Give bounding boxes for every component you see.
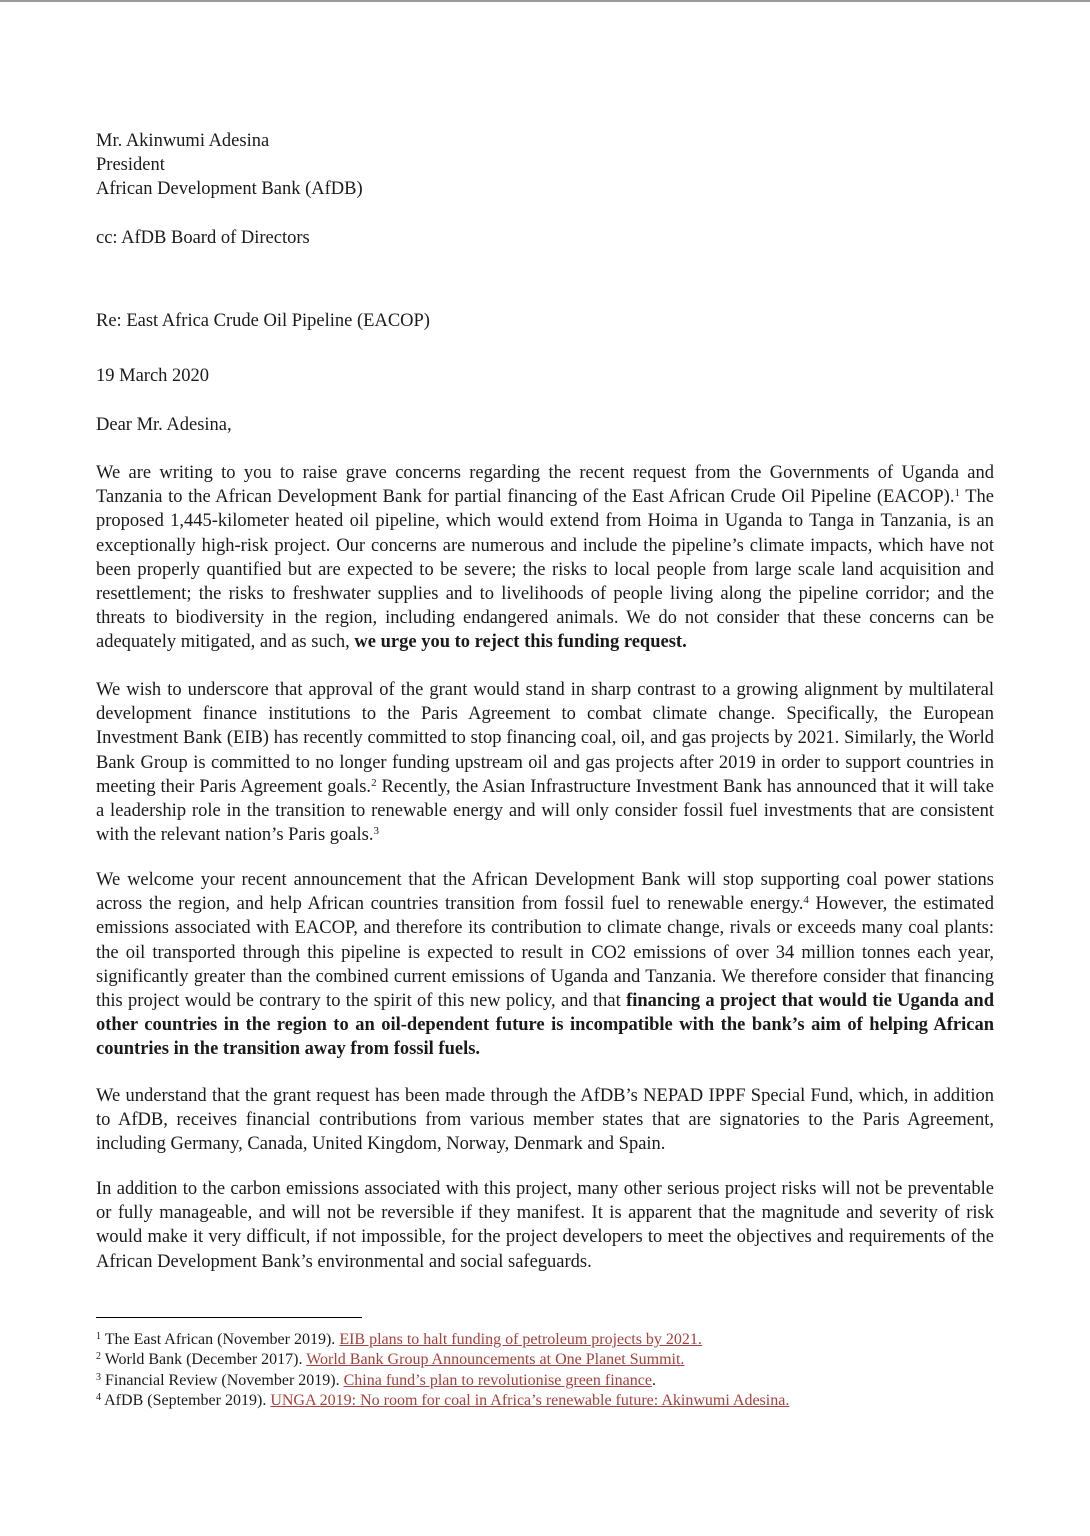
footnote-divider: [96, 1317, 362, 1318]
recipient-organization: African Development Bank (AfDB): [96, 179, 363, 199]
footnotes: [96, 1330, 996, 1411]
paragraph-3-bold: financing a project that would tie Uganda and other countries in the region to an oil-dependent future is incompatible with the bank’s aim of helping African countries in the transition away from fossil fuels.: [96, 991, 994, 1060]
footnote-link[interactable]: China fund’s plan to revolutionise green finance: [343, 1371, 652, 1389]
footnote-number: 2: [96, 1351, 101, 1363]
footnote-4: [96, 1391, 996, 1411]
recipient-title: President: [96, 155, 165, 175]
footnote-number: 1: [96, 1331, 101, 1342]
paragraph-5: In addition to the carbon emissions associated with this project, many other serious project risks will not be preventable or fully manageable, and will not be reversible if they manifest. It is apparent that the magnitude and severity of risk would make it very difficult, if not impossible, for the project developers to meet the objectives and requirements of the African Development Bank’s environmental and social safeguards.: [96, 1179, 994, 1272]
footnote-2: [96, 1350, 996, 1370]
paragraph-1-text-a: We are writing to you to raise grave concerns regarding the recent request from the Governments of Uganda and Tanzania to the African Development Bank for partial financing of the East African Crude Oil Pipeline (EACOP).: [96, 463, 994, 508]
letter-date: 19 March 2020: [96, 366, 210, 386]
footnote-link[interactable]: UNGA 2019: No room for coal in Africa’s renewable future: Akinwumi Adesina.: [270, 1391, 790, 1409]
recipient-name: Mr. Akinwumi Adesina: [96, 131, 270, 151]
footnote-source: Financial Review (November 2019).: [105, 1371, 344, 1389]
footnote-source: The East African (November 2019).: [104, 1331, 340, 1348]
footnote-source: AfDB (September 2019).: [104, 1391, 271, 1409]
paragraph-1-bold: we urge you to reject this funding request.: [354, 632, 687, 653]
subject-line: Re: East Africa Crude Oil Pipeline (EACOP): [96, 311, 430, 331]
salutation: Dear Mr. Adesina,: [96, 415, 232, 435]
footnote-ref-2: 2: [371, 776, 377, 789]
paragraph-1-text-b: The proposed 1,445-kilometer heated oil pipeline, which would extend from Hoima in Uganda to Tanga in Tanzania, is an exceptionally high-risk project. Our concerns are numerous and include the pipeline’s climate impacts, which have not been properly quantified but are expected to be severe; the risks to local people from large scale land acquisition and resettlement; the risks to freshwater supplies and to livelihoods of people living along the pipeline corridor; and the threats to biodiversity in the region, including endangered animals. We do not consider that these concerns can be adequately mitigated, and as such,: [96, 487, 994, 653]
footnote-1: [96, 1330, 996, 1350]
footnote-ref-4: 4: [803, 894, 809, 907]
paragraph-4: We understand that the grant request has been made through the AfDB’s NEPAD IPPF Special Fund, which, in addition to AfDB, receives financial contributions from various member states that are signatories to the Paris Agreement, including Germany, Canada, United Kingdom, Norway, Denmark and Spain.: [96, 1086, 994, 1155]
footnote-source: World Bank (December 2017).: [104, 1351, 307, 1369]
footnote-3: [96, 1371, 996, 1391]
footnote-ref-3: 3: [373, 825, 379, 838]
footnote-ref-1: 1: [954, 487, 960, 500]
paragraph-2-text-a: We wish to underscore that approval of the grant would stand in sharp contrast to a growing alignment by multilateral development finance institutions to the Paris Agreement to combat climate change. Specifically, the European Investment Bank (EIB) has recently committed to stop financing coal, oil, and gas projects by 2021. Similarly, the World Bank Group is committed to no longer funding upstream oil and gas projects after 2019 in order to support countries in meeting their Paris Agreement goals.: [96, 680, 994, 797]
paragraph-3-text-a: We welcome your recent announcement that the African Development Bank will stop supporting coal power stations across the region, and help African countries transition from fossil fuel to renewable energy.: [96, 870, 994, 915]
paragraph-2: [96, 678, 994, 847]
paragraph-3-text-b: However, the estimated emissions associated with EACOP, and therefore its contribution to climate change, rivals or exceeds many coal plants: the oil transported through this pipeline is expected to result in CO2 emissions of over 34 million tonnes each year, significantly greater than the combined current emissions of Uganda and Tanzania. We therefore consider that financing this project would be contrary to the spirit of this new policy, and that: [96, 894, 995, 1012]
paragraph-1: [96, 461, 994, 655]
paragraph-2-text-b: Recently, the Asian Infrastructure Investment Bank has announced that it will take a leadership role in the transition to renewable energy and will only consider fossil fuel investments that are consistent with the relevant nation’s Paris goals.: [96, 776, 994, 846]
paragraph-3: [96, 868, 994, 1062]
footnote-link[interactable]: World Bank Group Announcements at One Planet Summit.: [306, 1351, 685, 1369]
footnote-link[interactable]: EIB plans to halt funding of petroleum projects by 2021.: [339, 1331, 702, 1348]
footnote-tail: .: [651, 1371, 656, 1389]
footnote-number: 4: [96, 1391, 101, 1403]
footnote-number: 3: [96, 1371, 101, 1383]
cc-line: cc: AfDB Board of Directors: [96, 228, 310, 248]
